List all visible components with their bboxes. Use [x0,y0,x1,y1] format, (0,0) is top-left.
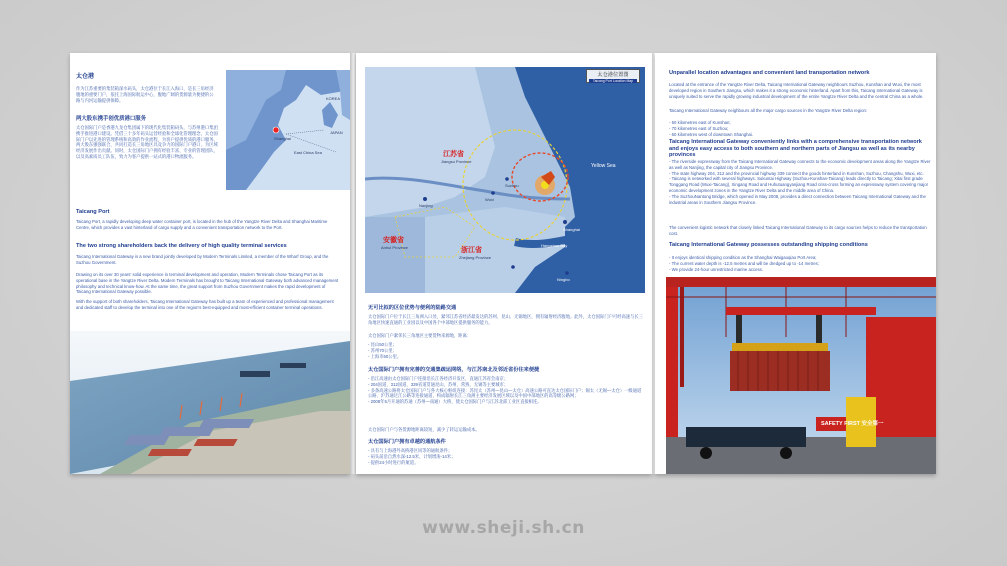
region-map [226,70,350,190]
shareholders-heading: The two strong shareholders back the delivery of high quality terminal services [76,243,287,249]
list-item: - 提供24小时进行的航道。 [368,460,644,466]
list-item: - The current water depth is -12.5 metres and will be dredged up to -14 metres; [669,261,931,267]
page2-heading-3: 太仓国际门户拥有卓越的通航条件 [368,439,446,445]
crane-photo [666,277,936,474]
page3-heading-2: Taicang International Gateway conveniently links with a comprehensive transportation network and enjoys easy access to both southern and northern parts of Jiangsu as well as its nearby provinces [669,139,922,159]
list-item: - 多条高速公路将太仓国际门户与各大核心枢纽连接：苏昆太（苏州—昆山—太仓）高速公路可直达太仓国际门户；锡太（无锡—太仓）一级通道公路、沪苏通过江公路等连接通道，构成辐射长江三角洲主要经济发展区域以及中国中部地区的高等级公路网； [368,388,644,400]
map-label-yellow-sea: Yellow Sea [591,163,616,169]
list-item: - The state highway 204, 312 and the provincial highway 339 connect the goods hinterland in Kunshan, Suzhou, Changshu, Wuxi, etc. [669,171,931,177]
list-item: - It enjoys identical shipping condition as the Shanghai Waigaoqiao Port Area; [669,255,931,261]
map-label-hangzhou-bay: Hangzhou Bay [541,243,568,248]
page3-shipping-list [669,255,931,272]
map-label-zhejiang-en: Zhejiang Province [459,255,492,260]
brochure-page-middle [356,53,652,474]
page3-heading-1: Unparallel location advantages and convenient land transportation network [669,70,870,76]
port-aerial-illustration [70,331,350,474]
taicang-location-map [365,67,645,293]
page2-distance-list [368,342,644,359]
map-label-shanghai: Shanghai [563,227,580,232]
list-item: - 204国道、312国道、339省道贯通昆山、苏州、常熟、无锡等主要城市； [368,382,644,388]
safety-first-sign: SAFETY FIRST 安全第一 [821,421,884,427]
list-item: - 上海市60公里。 [368,354,644,360]
shareholders-paragraph-1: Taicang International Gateway is a new brand jointly developed by Modern Terminals Limited, a member of the Wharf Group, and the Suzhou Government. [76,254,329,265]
page2-heading-1: 无可比拟的区位优势与便利的陆路交通 [368,305,457,311]
page2-transport-list [368,376,644,405]
page1-intro-cn: 作为江苏重要的集装箱深水码头，太仓港位于长江入海口，是长三角经济腹地的重要门户，依托上海国际航运中心，腹地广阔的货源量为便捷的公路与内河运输提供保障。 [76,86,214,103]
map-label-shanghai: Shanghai [274,136,291,141]
list-item: - 具有与上海港外高桥港区同等的通航条件； [368,448,644,454]
watermark-text: www.sheji.sh.cn [422,518,585,538]
page1-body-cn: 太仓国际门户是香港九龙仓集团属下的现代化集装箱码头，与苏州港口集团携手推进港口建设。凭借三十多年码头运营经验和全球化管理理念，太仓国际门户以先进的管理系统和高效的作业流程，为客户提供优质的港口服务。两大股东强强联合，共同打造长三角地区具竞争力的国际门户港口，为区域经济发展作出贡献。同时，太仓国际门户拥有经验丰富、专业的管理团队，以及高素质员工队伍，致力为客户提供一站式的港口物流服务。 [76,125,218,159]
map-label-korea: KOREA [326,96,341,101]
list-item: - 沿江高速由太仓国际门户连接沿长江各经济开发区，直通江苏省会南京； [368,376,644,382]
list-item: - 50 kilometres east of Kunshan; [669,120,931,126]
list-item: - 2008年5月开通的苏通（苏州—南通）大桥，使太仓国际门户与江苏北部工业区直接相连。 [368,399,644,405]
map-title-cn: 太仓港位置图 [597,72,629,78]
brochure-page-left [70,53,350,474]
map-label-jiangsu-cn: 江苏省 [443,151,464,158]
map-label-zhejiang-cn: 浙江省 [461,247,482,254]
list-item: - 码头前沿自然水深-12.5米，计划增浚-14米； [368,454,644,460]
map-label-wuxi: Wuxi [485,197,494,202]
page3-paragraph-3: The convenient logistic network that closely linked Taicang International Gateway to its cargo sources helps to reduce the transportation cost. [669,225,927,236]
page3-heading-3: Taicang International Gateway possesses outstanding shipping conditions [669,242,868,248]
map-title-en: Taicang Port Location Map [589,79,637,83]
map-label-anhui-en: Anhui Province [381,245,408,250]
page1-title: 太仓港 [76,74,95,80]
map-label-anhui-cn: 安徽省 [383,237,404,244]
page3-paragraph-1: Located at the entrance of the Yangtze River Delta, Taicang International Gateway neighbours Suzhou, Kunshan and Wuxi, the most developed region in Southern Jiangsu, which makes it a strong economic hinterland. Apart from this, Taicang International Gateway is uniquely suited to serve the rapidly growing industrial development of the entire Yangtze River Delta and the central China as a whole. [669,82,924,99]
list-item: - 苏州70公里； [368,348,644,354]
list-item: - Taicang is networked with several highways. Sukuntai Highway (Suzhou-Kunshan-Taicang) leads directly to Taicang; Xitai first grade Tonggang Road (Wuxi-Taicang), Xingang Road and Huhutuangyanjiang Road criss-cross forming an expressway system covering major economic development zones in the Yangtze River Delta and the middle area of China. [669,176,931,193]
map-label-east-china-sea: East China Sea [294,150,322,155]
page2-paragraph-3: 太仓国际门户与各货源地距离较短，减少了转运运输成本。 [368,427,480,432]
list-item: - The SuzhouNantong Bridge, which opened in May 2008, provides a direct connection between Taicang International Gateway and the industrial areas in Southern Jiangsu Province. [669,194,931,206]
shareholders-paragraph-3: With the support of both shareholders, Taicang International Gateway has built up a team of experienced and professional management and dedicated staff to develop the terminal into one of the region's best-equipped and most-efficient container terminal operations. [76,299,334,310]
brochure-page-right [655,53,936,474]
page2-shipping-list [368,448,644,465]
list-item: - 昆山50公里； [368,342,644,348]
page1-section-cn: 两大股东携手创优质港口服务 [76,116,147,122]
map-label-japan: JAPAN [330,130,343,135]
list-item: - The riverside expressway from the Taicang International Gateway connects to the economic development areas along the Yangtze River as well as Nanjing, the capital city of Jiangsu Province. [669,159,931,171]
list-item: - We provide 24-hour unrestricted marine access. [669,267,931,273]
map-label-jiangsu-en: Jiangsu Province [441,159,472,164]
page2-paragraph-2: 太仓国际门户紧邻长三角地区主要货物来源地，距离： [368,333,472,338]
map-title-box [586,69,640,83]
port-body: Taicang Port, a rapidly developing deep water container port, is located in the hub of the Yangtze River Delta and Shanghai Maritime Centre, which provides a vast hinterland of cargo supply and a convenient transportation network to the Port. [76,219,328,230]
page3-transport-list [669,159,931,205]
port-aerial-photo [70,331,350,474]
crane-illustration [666,277,936,474]
page2-heading-2: 太仓国际门户拥有完善的交通集疏运网络，与江苏南北及邻近省份往来便捷 [368,367,540,373]
location-map-graphic [365,67,645,293]
map-label-nanjing: Nanjing [419,203,433,208]
page3-paragraph-2: Taicang International Gateway neighbours all the major cargo sources in the Yangtze River Delta region: [669,108,868,113]
page3-distance-list [669,120,931,137]
map-label-suzhou: Suzhou [505,183,519,188]
page2-paragraph-1: 太仓国际门户位于长江三角洲入口处，紧邻江苏省经济最发达的苏州、昆山、无锡地区，拥有辐射经济腹地。此外，太仓国际门户可经高速与长三角地区快速直通的工业园以及中国各个中部地区提供服务的能力。 [368,314,643,325]
map-label-ningbo: Ningbo [557,277,570,282]
list-item: - 60 kilometres west of downtown Shanghai. [669,132,931,138]
port-heading: Taicang Port [76,209,110,215]
list-item: - 70 kilometres east of Suzhou; [669,126,931,132]
shareholders-paragraph-2: Drawing on its over 30 years' solid experience in terminal development and operation, Modern Terminals chose Taicang Port as its operational base in the Yangtze River Delta. Modern Terminals has brought to Taicang International Gateway both advanced management philosophy and technical know-how. At the same time, the great support from Suzhou Government makes the rapid development of Taicang International Gateway possible. [76,272,339,295]
